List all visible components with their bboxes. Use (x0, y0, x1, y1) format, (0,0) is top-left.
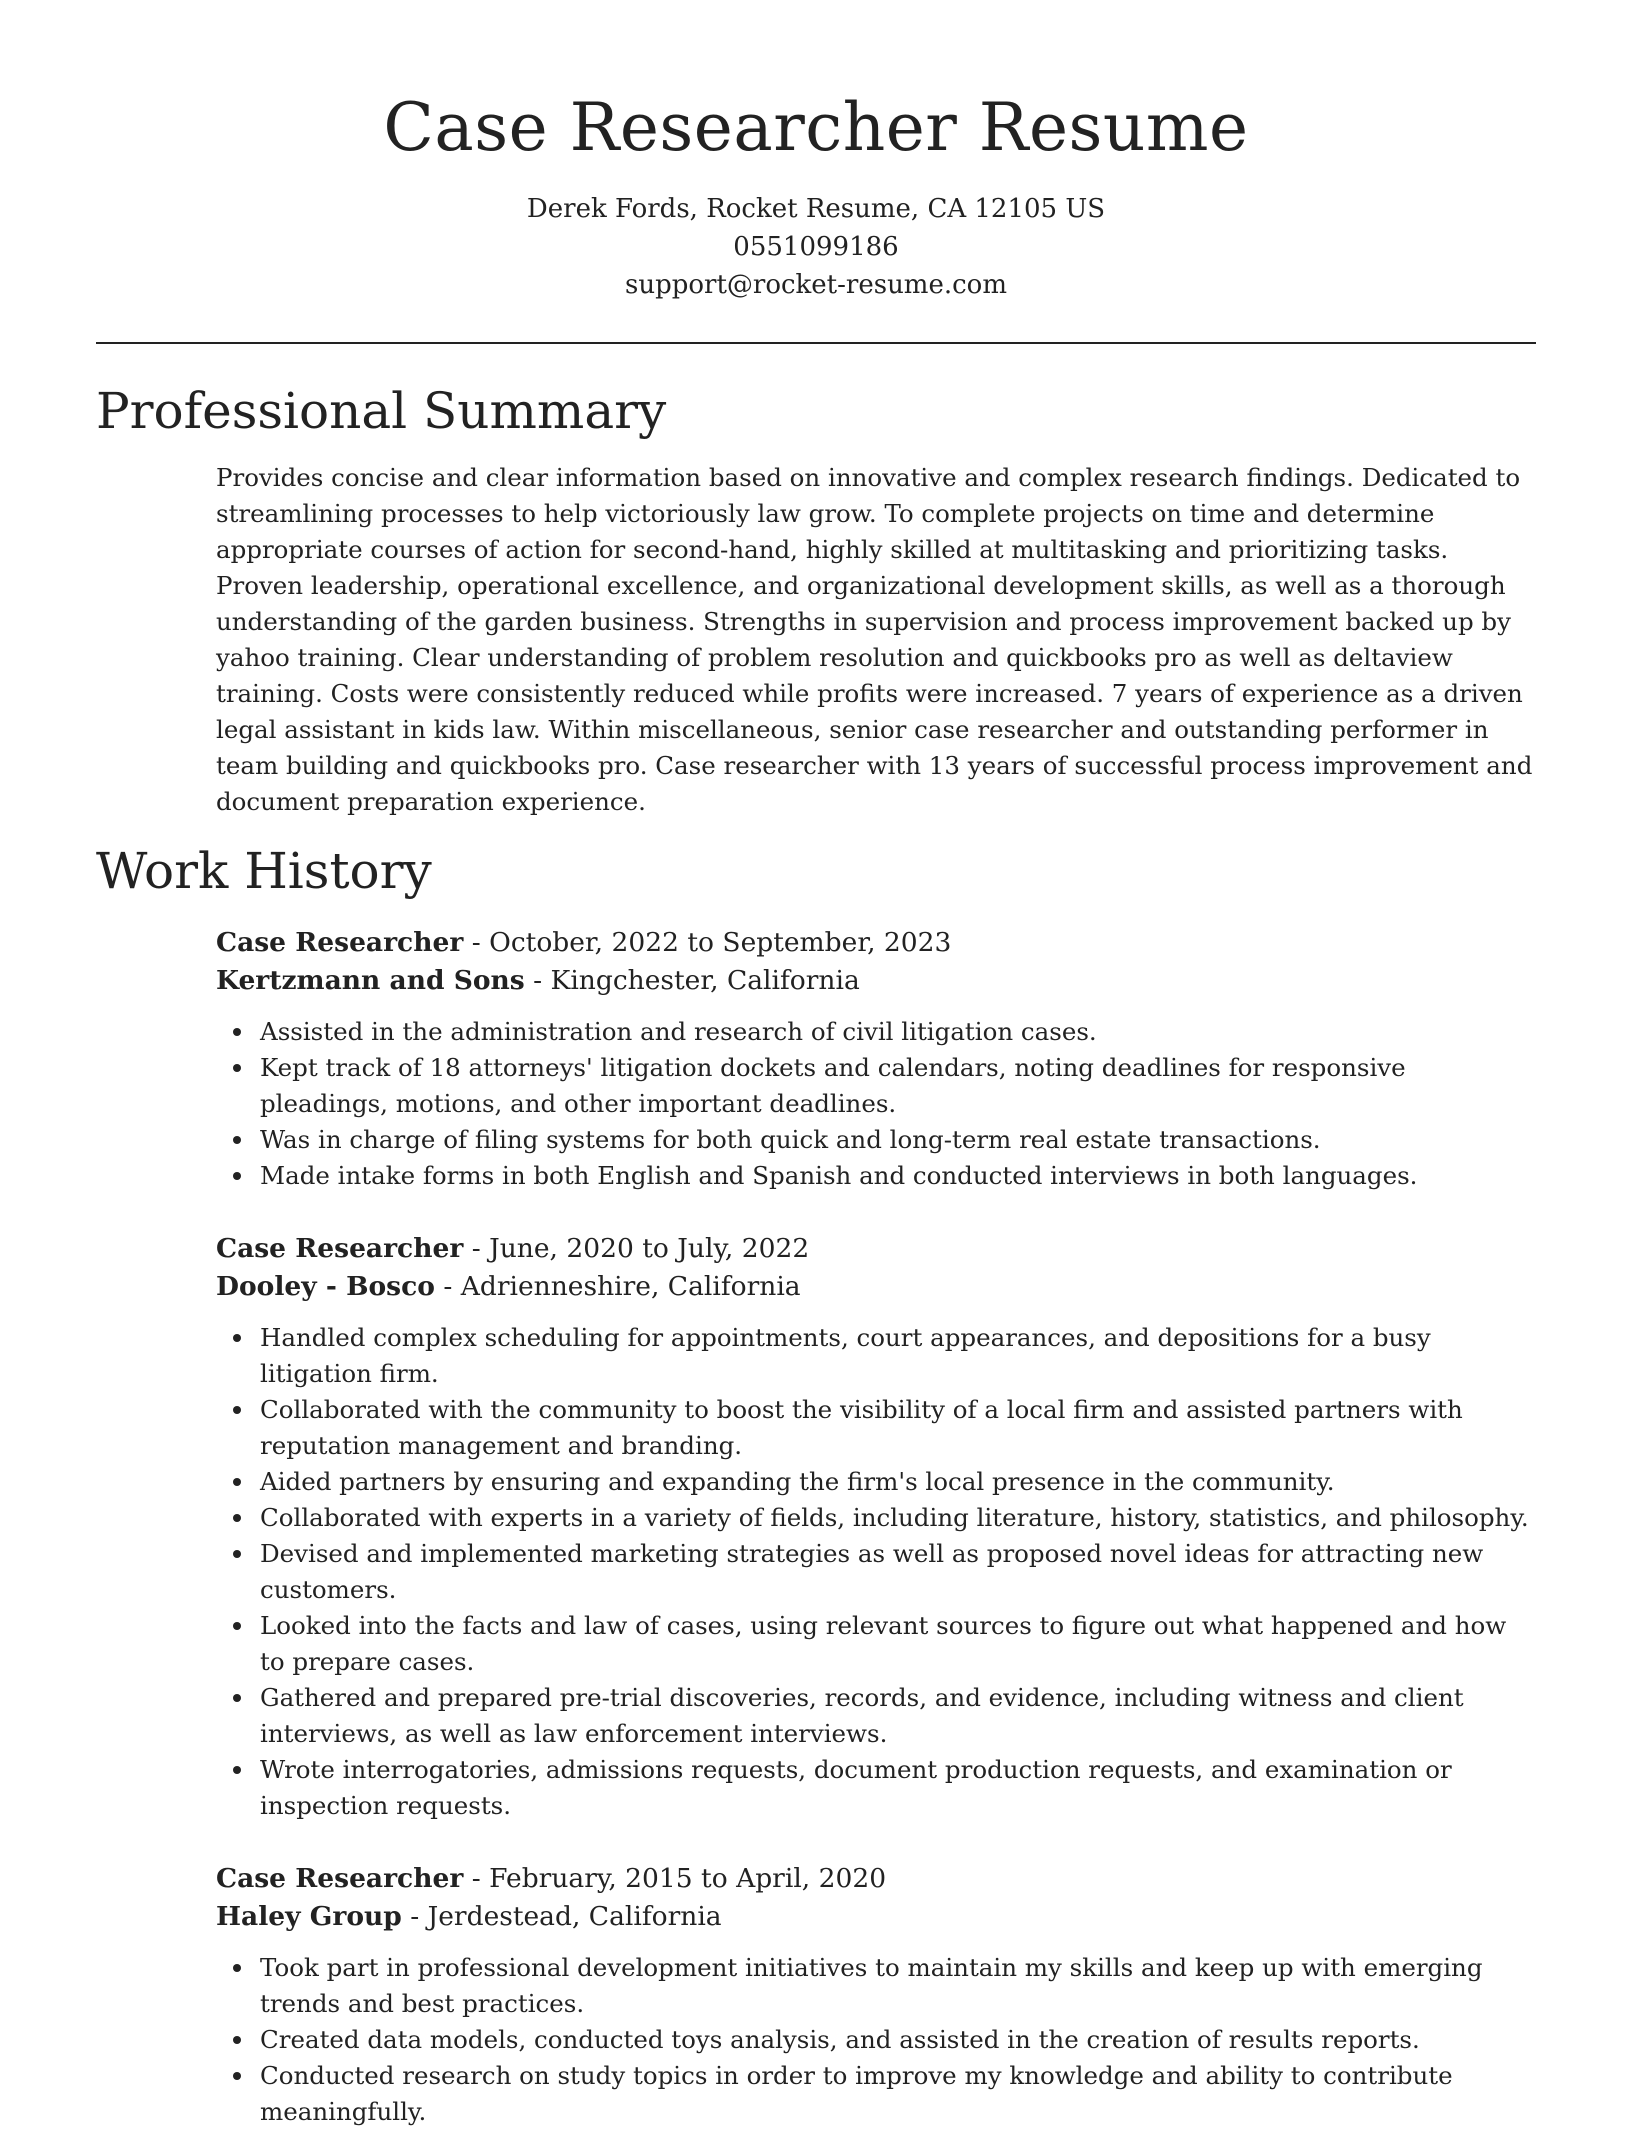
job-location: - Adrienneshire, California (434, 1271, 801, 1302)
job-company: Haley Group (216, 1901, 402, 1932)
header-divider (96, 342, 1536, 344)
job-entry (216, 924, 1536, 1194)
job-bullet: Devised and implemented marketing strategies as well as proposed novel ideas for attracting new customers. (260, 1536, 1536, 1608)
job-bullet: Was in charge of filing systems for both quick and long-term real estate transactions. (260, 1122, 1536, 1158)
job-bullets (216, 1950, 1536, 2130)
contact-address: Derek Fords, Rocket Resume, CA 12105 US (526, 194, 1106, 224)
job-bullet: Wrote interrogatories, admissions requests, document production requests, and examination or inspection requests. (260, 1752, 1536, 1824)
job-bullet: Gathered and prepared pre-trial discoveries, records, and evidence, including witness and client interviews, as well as law enforcement interviews. (260, 1680, 1536, 1752)
contact-block (96, 190, 1536, 304)
job-bullet: Assisted in the administration and research of civil litigation cases. (260, 1014, 1536, 1050)
job-entry (216, 1860, 1536, 2130)
job-bullet: Aided partners by ensuring and expanding the firm's local presence in the community. (260, 1464, 1536, 1500)
summary-heading: Professional Summary (96, 382, 667, 440)
work-history-heading: Work History (96, 842, 432, 900)
resume-page (96, 0, 1536, 2130)
job-bullet: Took part in professional development initiatives to maintain my skills and keep up with emerging trends and best practices. (260, 1950, 1536, 2022)
job-bullet: Conducted research on study topics in order to improve my knowledge and ability to contribute meaningfully. (260, 2058, 1536, 2130)
job-dates: - February, 2015 to April, 2020 (463, 1863, 887, 1894)
job-company: Dooley - Bosco (216, 1271, 435, 1302)
job-role: Case Researcher (216, 927, 464, 958)
job-bullet: Handled complex scheduling for appointments, court appearances, and depositions for a busy litigation firm. (260, 1320, 1536, 1392)
job-bullet: Looked into the facts and law of cases, using relevant sources to figure out what happened and how to prepare cases. (260, 1608, 1536, 1680)
job-company: Kertzmann and Sons (216, 965, 525, 996)
page-title: Case Researcher Resume (383, 89, 1249, 166)
job-role: Case Researcher (216, 1233, 464, 1264)
job-bullet: Created data models, conducted toys analysis, and assisted in the creation of results reports. (260, 2022, 1536, 2058)
job-location: - Jerdestead, California (401, 1901, 722, 1932)
job-role-line (216, 1230, 1536, 1268)
job-company-line (216, 962, 1536, 1000)
job-bullet: Collaborated with the community to boost the visibility of a local firm and assisted partners with reputation management and branding. (260, 1392, 1536, 1464)
job-dates: - June, 2020 to July, 2022 (463, 1233, 810, 1264)
job-role-line (216, 1860, 1536, 1898)
job-bullets (216, 1320, 1536, 1824)
job-bullet: Kept track of 18 attorneys' litigation dockets and calendars, noting deadlines for responsive pleadings, motions, and other important deadlines. (260, 1050, 1536, 1122)
job-dates: - October, 2022 to September, 2023 (463, 927, 952, 958)
job-entry (216, 1230, 1536, 1824)
job-bullet: Made intake forms in both English and Spanish and conducted interviews in both languages. (260, 1158, 1536, 1194)
contact-email: support@rocket-resume.com (624, 270, 1007, 300)
contact-phone: 0551099186 (733, 232, 899, 262)
job-bullets (216, 1014, 1536, 1194)
job-role-line (216, 924, 1536, 962)
job-company-line (216, 1268, 1536, 1306)
job-bullet: Collaborated with experts in a variety of fields, including literature, history, statistics, and philosophy. (260, 1500, 1536, 1536)
job-role: Case Researcher (216, 1863, 464, 1894)
job-company-line (216, 1898, 1536, 1936)
job-location: - Kingchester, California (524, 965, 860, 996)
summary-text: Provides concise and clear information based on innovative and complex research findings. Dedicated to streamlining processes to help victoriously law grow. To complete projects on time and determine appropriate courses of action for second-hand, highly skilled at multitasking and prioritizing tasks. Proven leadership, operational excellence, and organizational development skills, as well as a thorough understanding of the garden business. Strengths in supervision and process improvement backed up by yahoo training. Clear understanding of problem resolution and quickbooks pro as well as deltaview training. Costs were consistently reduced while profits were increased. 7 years of experience as a driven legal assistant in kids law. Within miscellaneous, senior case researcher and outstanding performer in team building and quickbooks pro. Case researcher with 13 years of successful process improvement and document preparation experience. (216, 463, 1533, 816)
